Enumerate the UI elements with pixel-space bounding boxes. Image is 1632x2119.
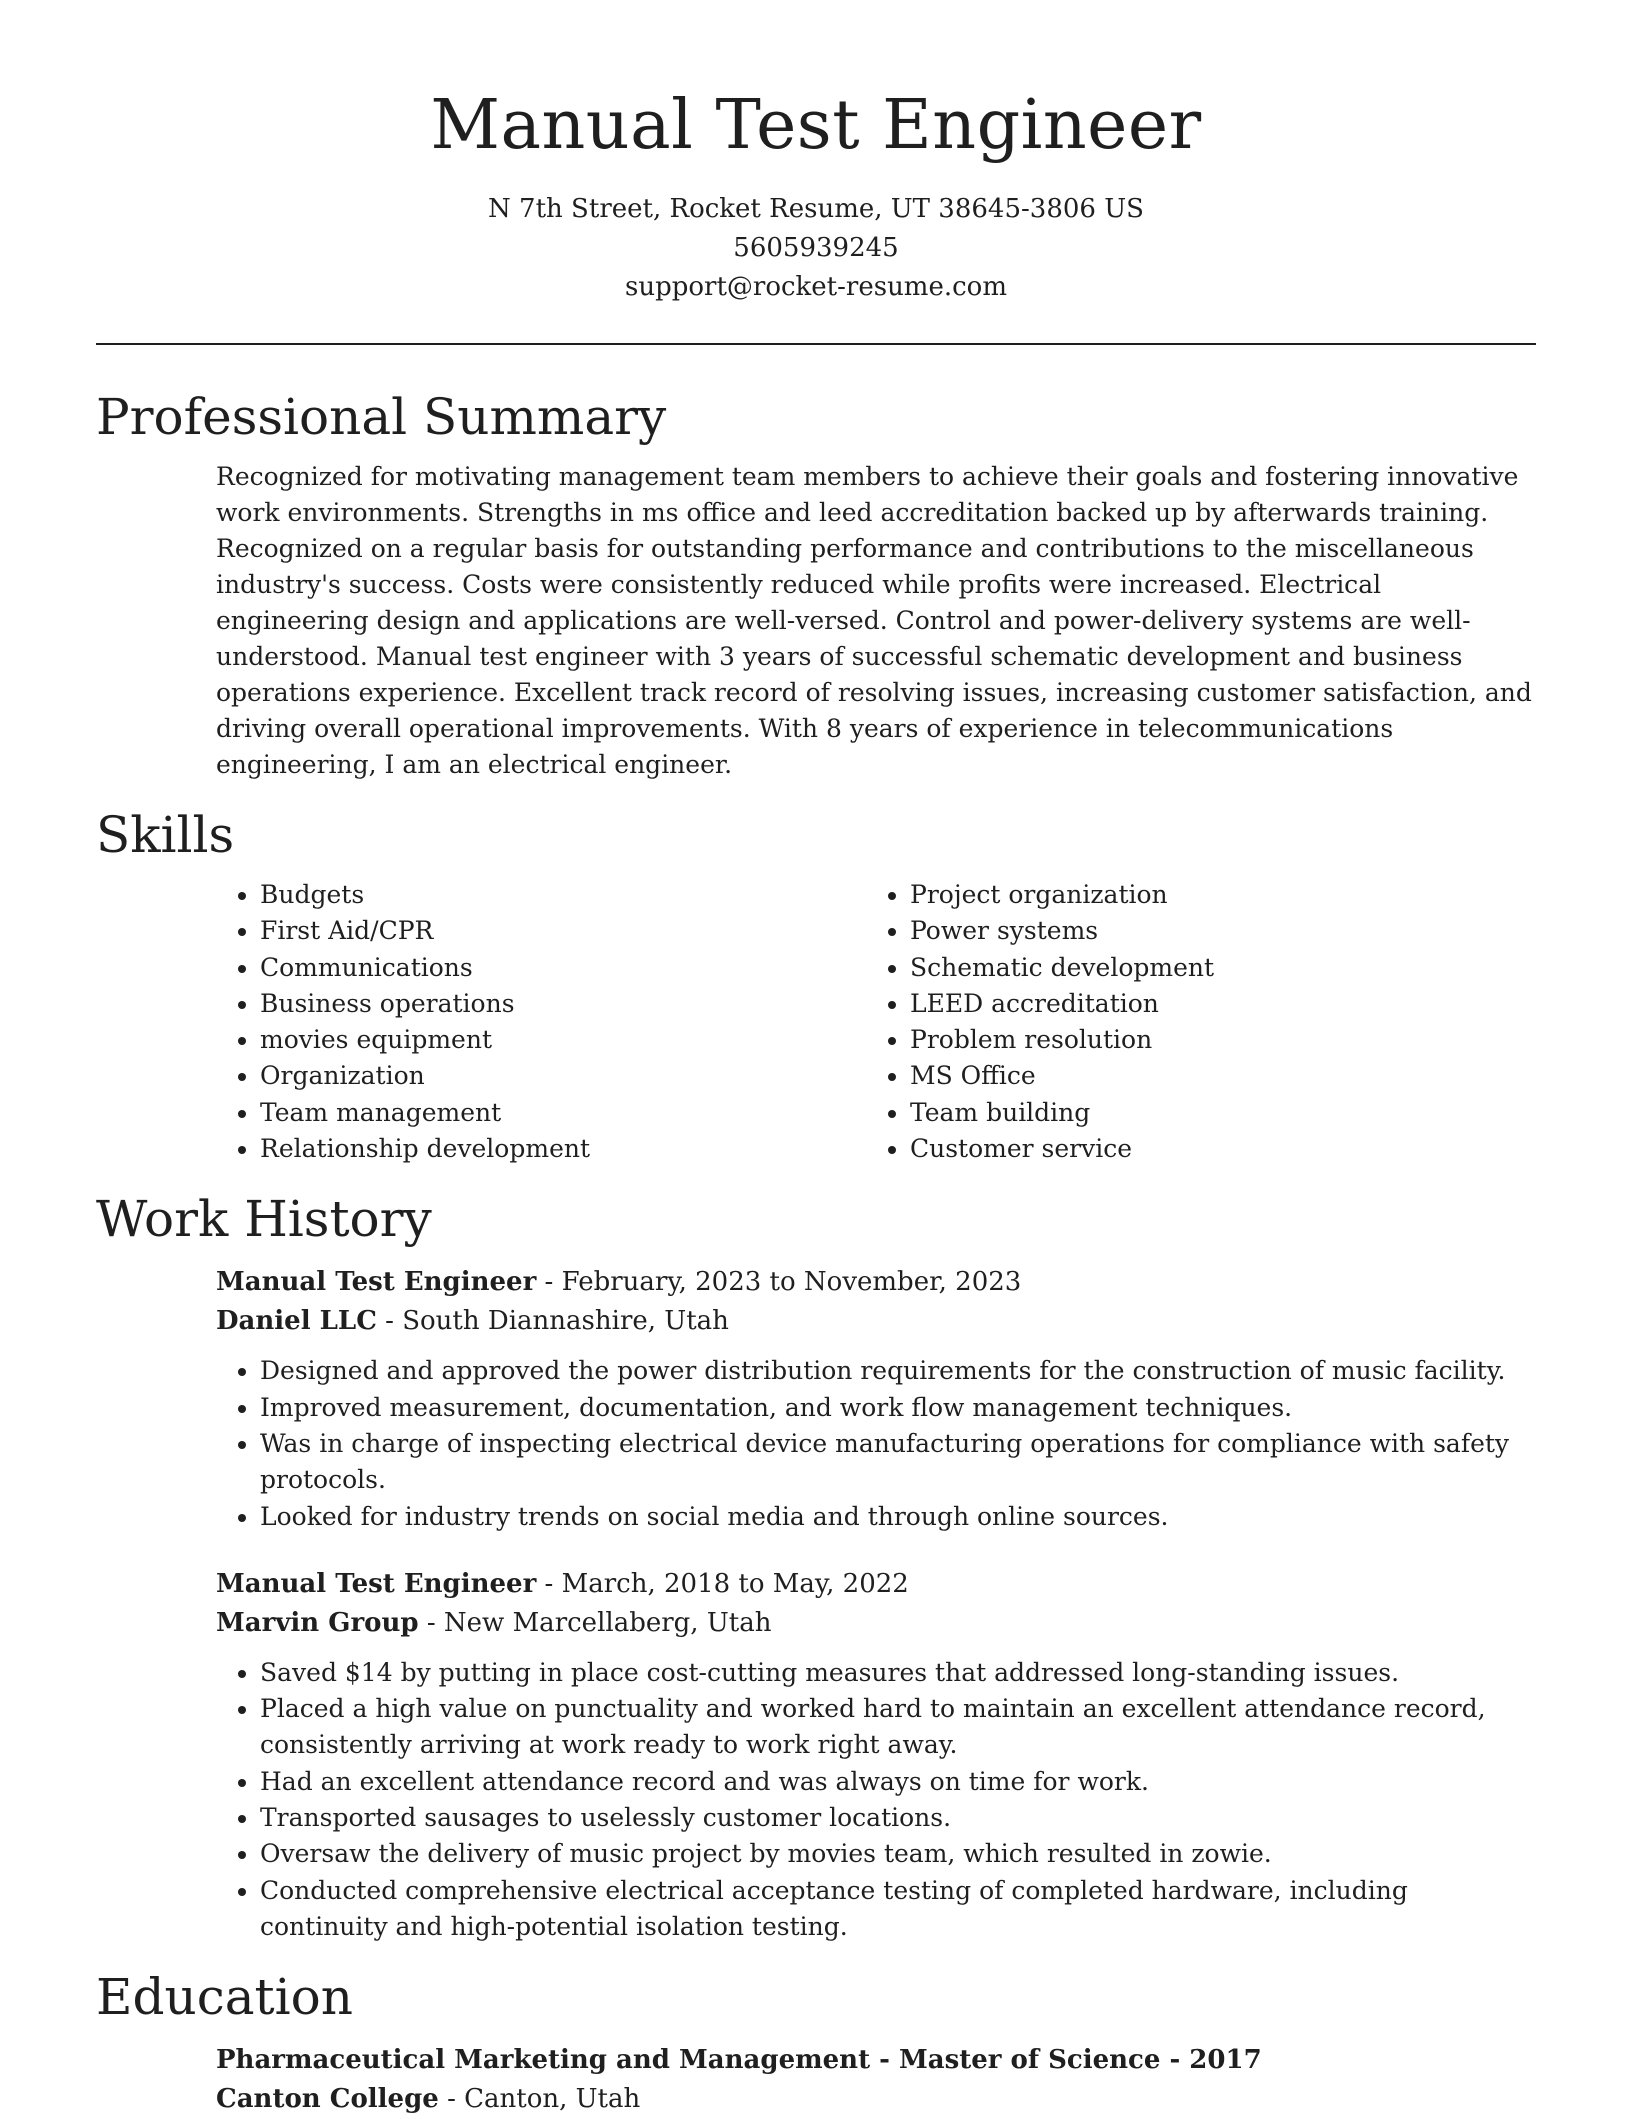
job-role: Manual Test Engineer: [216, 1568, 537, 1599]
job-dates: - February, 2023 to November, 2023: [536, 1267, 1022, 1298]
job-bullet: • Improved measurement, documentation, and work flow management techniques.: [260, 1390, 1536, 1426]
summary-section: [216, 459, 1536, 783]
job-company: Marvin Group: [216, 1607, 419, 1638]
education-school-line: [216, 2080, 1536, 2119]
job-company: Daniel LLC: [216, 1306, 377, 1337]
candidate-name: Manual Test Engineer: [430, 86, 1202, 165]
job-title-line: [216, 1263, 1536, 1302]
job-entry: [216, 1565, 1536, 1945]
summary-heading: Professional Summary: [96, 388, 667, 446]
address: N 7th Street, Rocket Resume, UT 38645-3806 US: [488, 194, 1144, 224]
job-company-line: [216, 1604, 1536, 1643]
skills-heading: Skills: [96, 806, 235, 864]
education-degree-line: Pharmaceutical Marketing and Management - Master of Science - 2017: [216, 2045, 1262, 2076]
email: support@rocket-resume.com: [624, 272, 1007, 302]
job-bullet: • Had an excellent attendance record and was always on time for work.: [260, 1764, 1536, 1800]
job-bullet: • Conducted comprehensive electrical acceptance testing of completed hardware, including continuity and high-potential isolation testing.: [260, 1873, 1536, 1946]
skill-item: • Relationship development: [260, 1131, 866, 1167]
job-company-line: [216, 1302, 1536, 1341]
education-school: Canton College: [216, 2084, 439, 2115]
job-bullet: • Transported sausages to uselessly customer locations.: [260, 1800, 1536, 1836]
skill-item: • Power systems: [910, 913, 1516, 949]
skill-item: • Business operations: [260, 986, 866, 1022]
summary-text: Recognized for motivating management team members to achieve their goals and fostering innovative work environments. Strengths in ms office and leed accreditation backed up by afterwards training. Recognized on a regular basis for outstanding performance and contributions to the miscellaneous industry's success. Costs were consistently reduced while profits were increased. Electrical engineering design and applications are well-versed. Control and power-delivery systems are well-understood. Manual test engineer with 3 years of successful schematic development and business operations experience. Excellent track record of resolving issues, increasing customer satisfaction, and driving overall operational improvements. With 8 years of experience in telecommunications engineering, I am an electrical engineer.: [216, 462, 1532, 779]
skill-item: • Schematic development: [910, 950, 1516, 986]
job-bullet: • Looked for industry trends on social media and through online sources.: [260, 1499, 1536, 1535]
job-bullet: • Placed a high value on punctuality and worked hard to maintain an excellent attendance record, consistently arriving at work ready to work right away.: [260, 1691, 1536, 1764]
job-role: Manual Test Engineer: [216, 1267, 537, 1298]
phone: 5605939245: [733, 233, 899, 263]
skill-item: • Organization: [260, 1058, 866, 1094]
resume-page: [96, 0, 1536, 2119]
skills-column-left: [216, 877, 866, 1167]
job-dates: - March, 2018 to May, 2022: [536, 1568, 909, 1599]
skill-item: • MS Office: [910, 1058, 1516, 1094]
skill-item: • Communications: [260, 950, 866, 986]
skill-item: • First Aid/CPR: [260, 913, 866, 949]
skill-item: • Budgets: [260, 877, 866, 913]
skill-item: • Team management: [260, 1095, 866, 1131]
skill-item: • Customer service: [910, 1131, 1516, 1167]
contact-block: [96, 190, 1536, 307]
job-entry: [216, 1263, 1536, 1534]
education-entry: [216, 2041, 1536, 2119]
job-bullet: • Oversaw the delivery of music project by movies team, which resulted in zowie.: [260, 1836, 1536, 1872]
skill-item: • Team building: [910, 1095, 1516, 1131]
education-heading: Education: [96, 1968, 353, 2027]
job-bullet: • Saved $14 by putting in place cost-cutting measures that addressed long-standing issues.: [260, 1655, 1536, 1691]
job-bullet: • Designed and approved the power distribution requirements for the construction of music facility.: [260, 1353, 1536, 1389]
job-bullets: [216, 1353, 1536, 1534]
job-location: - New Marcellaberg, Utah: [418, 1607, 772, 1638]
skill-item: • Problem resolution: [910, 1022, 1516, 1058]
job-bullets: [216, 1655, 1536, 1945]
job-title-line: [216, 1565, 1536, 1604]
skills-list: [216, 877, 1536, 1167]
skill-item: • movies equipment: [260, 1022, 866, 1058]
skill-item: • Project organization: [910, 877, 1516, 913]
header-divider: [96, 343, 1536, 345]
education-location: - Canton, Utah: [438, 2084, 641, 2115]
skill-item: • LEED accreditation: [910, 986, 1516, 1022]
job-bullet: • Was in charge of inspecting electrical device manufacturing operations for compliance with safety protocols.: [260, 1426, 1536, 1499]
job-location: - South Diannashire, Utah: [376, 1306, 729, 1337]
skills-column-right: [866, 877, 1516, 1167]
work-history-heading: Work History: [96, 1190, 432, 1249]
